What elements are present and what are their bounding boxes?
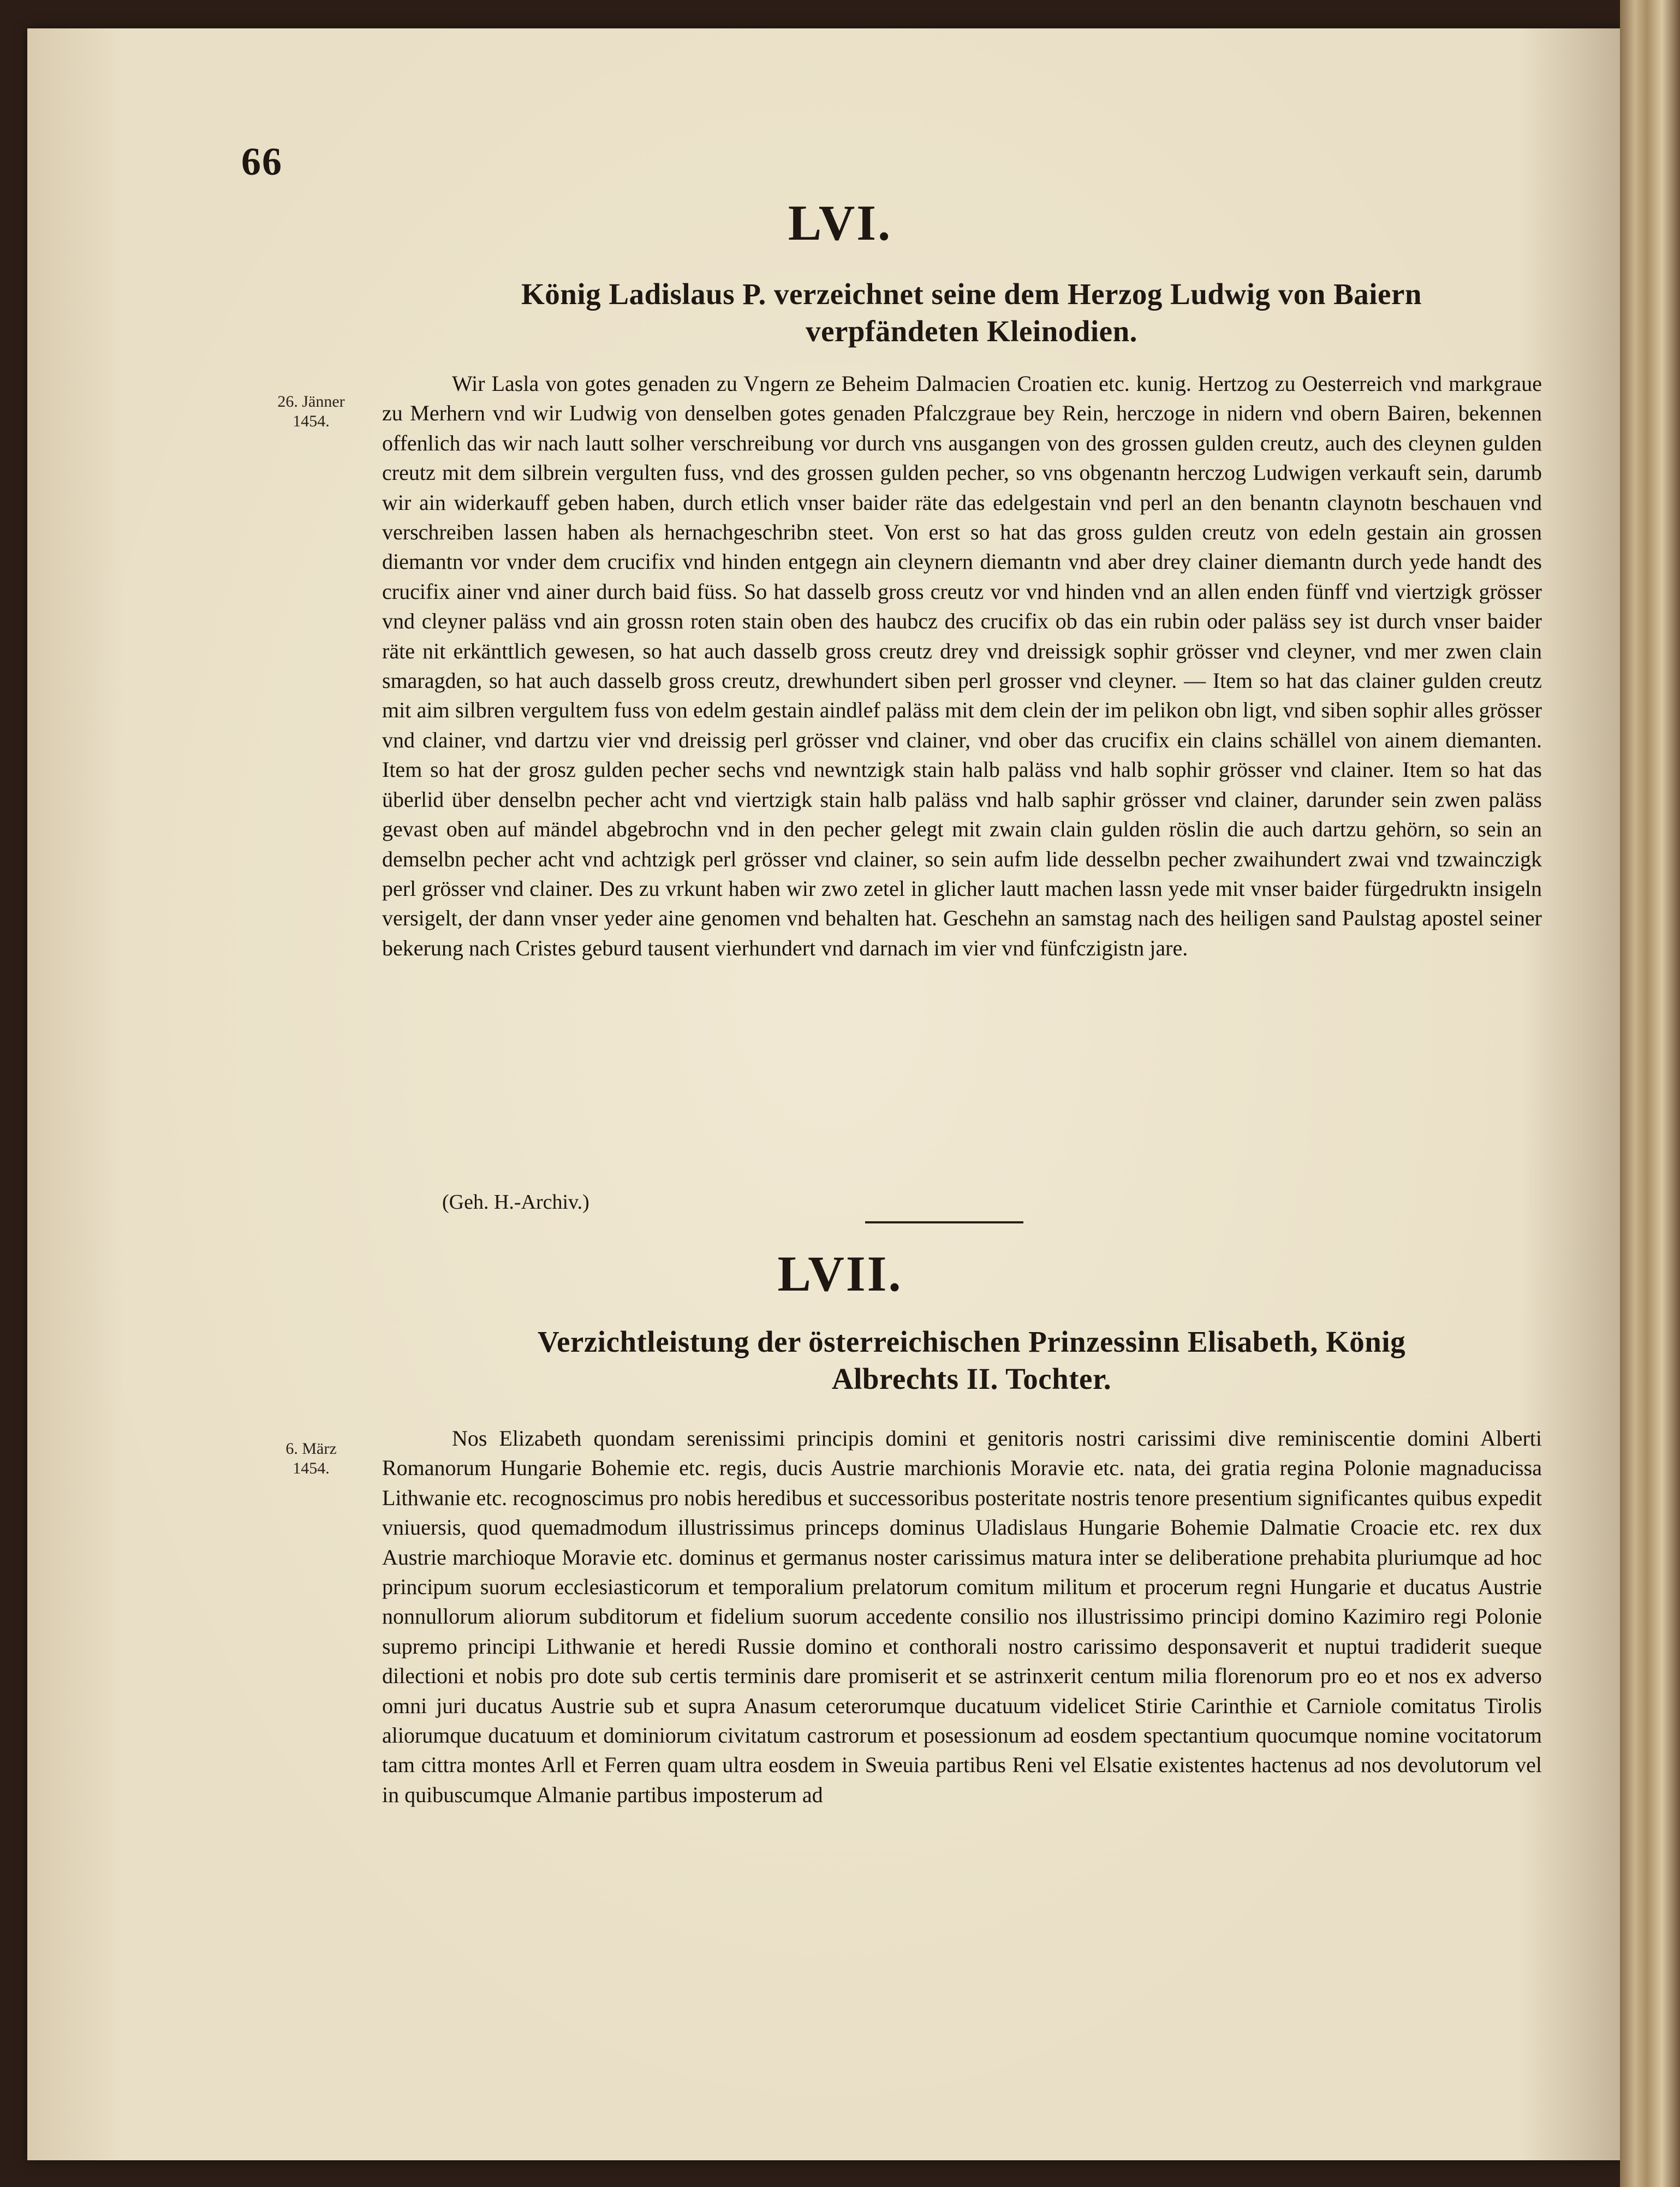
document-title xyxy=(437,1323,1506,1398)
document-title-line: verpfändeten Kleinodien. xyxy=(806,314,1137,348)
archive-source: (Geh. H.-Archiv.) xyxy=(442,1191,589,1214)
document-title-line: Albrechts II. Tochter. xyxy=(831,1362,1112,1395)
margin-date-year: 1454. xyxy=(293,412,330,430)
document-number: LVI. xyxy=(788,195,892,251)
margin-date xyxy=(251,392,371,431)
document-number: LVII. xyxy=(777,1246,903,1301)
page-number: 66 xyxy=(241,140,283,183)
margin-date xyxy=(251,1439,371,1478)
margin-date-year: 1454. xyxy=(293,1459,330,1477)
section-divider xyxy=(865,1221,1023,1223)
document-title xyxy=(437,276,1506,350)
document-text: Nos Elizabeth quondam serenissimi principis domini et genitoris nostri carissimi dive reminiscentie domini Alberti Romanorum Hungarie Bohemie etc. regis, ducis Austrie marchionis Moravie etc. nata, dei gratia regina Polonie magnaducissa Lithwanie etc. recognoscimus pro nobis heredibus et successoribus posteritate nostris tenore presentium significantes quibus expedit vniuersis, quod quemadmodum illustrissimus princeps dominus Uladislaus Hungarie Bohemie Dalmatie Croacie etc. rex dux Austrie marchioque Moravie etc. dominus et germanus noster carissimus matura inter se deliberatione prehabita pluriumque ad hoc principum suorum ecclesiasticorum et temporalium prelatorum comitum militum et procerum regni Hungarie et ducatus Austrie nonnullorum aliorum subditorum et fidelium suorum accedente consilio nos illustrissimo principi domino Kazimiro regi Polonie supremo principi Lithwanie et heredi Russie domino et conthorali nostro carissimo desponsaverit et nuptui tradiderit sueque dilectioni et nobis pro dote sub certis terminis dare promiserit et se astrinxerit centum milia florenorum pro eo et nos ex adverso omni juri ducatus Austrie sub et supra Anasum ceterorumque ducatuum videlicet Stirie Carinthie et Carniole comitatus Tirolis aliorumque ducatuum et dominiorum civitatum castrorum et posessionum ad eosdem spectantium quocumque nomine vocitatorum tam cittra montes Arll et Ferren quam ultra eosdem in Sweuia partibus Reni vel Elsatie existentes hactenus ad nos devolutorum vel in quibuscumque Almanie partibus imposterum ad xyxy=(382,1426,1542,1807)
margin-date-day: 6. März xyxy=(285,1440,337,1458)
document-title-line: König Ladislaus P. verzeichnet seine dem Herzog Ludwig von Baiern xyxy=(521,277,1422,311)
document-text: Wir Lasla von gotes genaden zu Vngern ze Beheim Dalmacien Croatien etc. kunig. Hertzog zu Oesterreich vnd markgraue zu Merhern vnd wir Ludwig von denselben gotes genaden Pfalczgraue bey Rein, herczoge in nidern vnd obern Bairen, bekennen offenlich das wir nach lautt solher verschreibung vor durch vns ausgangen von des grossen gulden creutz, auch des cleynen gulden creutz mit dem silbrein vergulten fuss, vnd des grossen gulden pecher, so vns obgenantn herczog Ludwigen verkauft sein, darumb wir ain widerkauff geben haben, durch etlich vnser baider räte das edelgestain vnd perl an den benantn claynotn beschauen vnd verschreiben lassen haben als hernachgeschribn steet. Von erst so hat das gross gulden creutz von edeln gestain ain grossen diemantn vor vnder dem crucifix vnd hinden entgegn ain cleynern diemantn vnd aber drey clainer diemantn durch yede handt des crucifix ainer vnd ainer durch baid füss. So hat dasselb gross creutz vor vnd hinden vnd an allen enden fünff vnd viertzigk grösser vnd cleyner paläss vnd ain grossn roten stain oben des haubcz des crucifix ob das ein rubin oder paläss sey ist durch vnser baider räte nit erkänttlich gewesen, so hat auch dasselb gross creutz drey vnd dreissigk sophir grösser vnd cleyner, vnd mer zwen clain smaragden, so hat auch dasselb gross creutz, drewhundert siben perl grosser vnd cleyner. — Item so hat das clainer gulden creutz mit aim silbren vergultem fuss von edelm gestain aindlef paläss mit dem clein der im pelikon obn ligt, vnd siben sophir alles grösser vnd clainer, vnd dartzu vier vnd dreissig perl grösser vnd clainer, vnd ober das crucifix ein clains schällel von ainem diemanten. Item so hat der grosz gulden pecher sechs vnd newntzigk stain halb paläss vnd halb sophir grösser vnd clainer. Item so hat das überlid über denselbn pecher acht vnd viertzigk stain halb paläss vnd halb saphir grösser vnd clainer, darunder sein zwen paläss gevast oben auf mändel abgebrochn vnd in den pecher gelegt mit zwain clain gulden röslin die auch dartzu gehörn, so sein an demselbn pecher acht vnd achtzigk perl grösser vnd clainer, so sein aufm lide desselbn pecher zwaihundert zwai vnd tzwainczigk perl grösser vnd clainer. Des zu vrkunt haben wir zwo zetel in glicher lautt machen lassn yede mit vnser baider fürgedruktn insigeln versigelt, der dann vnser yeder aine genomen vnd behalten hat. Geschehn an samstag nach des heiligen sand Paulstag apostel seiner bekerung nach Cristes geburd tausent vierhundert vnd darnach im vier vnd fünfczigistn jare. xyxy=(382,371,1542,960)
margin-date-day: 26. Jänner xyxy=(277,393,345,411)
document-title-line: Verzichtleistung der österreichischen Prinzessinn Elisabeth, König xyxy=(537,1325,1406,1358)
